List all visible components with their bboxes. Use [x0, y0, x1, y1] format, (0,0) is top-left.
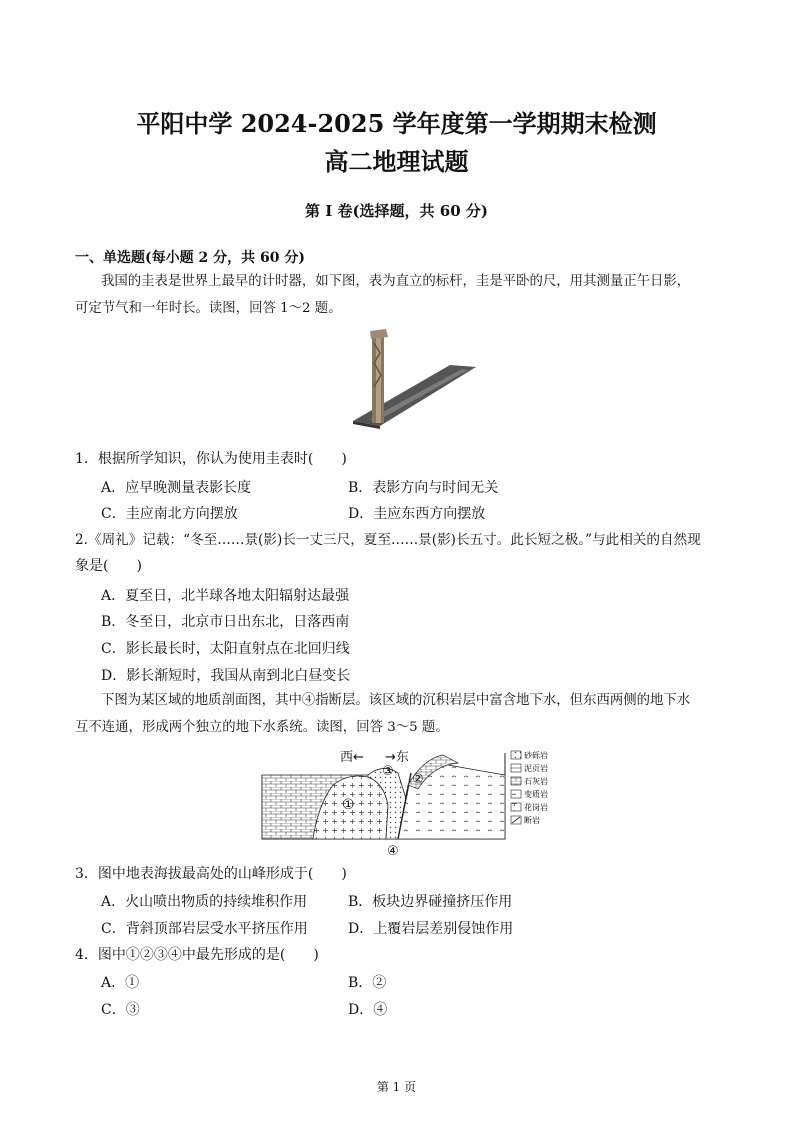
- geologic-section-diagram: [258, 745, 568, 858]
- q4-option-d: D．④: [348, 1002, 388, 1018]
- q4-option-a: A．①: [101, 975, 140, 991]
- q2-stem-line1: 2.《周礼》记载：“冬至……景(影)长一丈三尺，夏至……景(影)长五寸。此长短之极。”与此相关的自然现: [75, 532, 701, 548]
- q2-option-b: B．冬至日，北京市日出东北，日落西南: [101, 614, 350, 630]
- q1-option-c: C．圭应南北方向摆放: [101, 506, 238, 522]
- q3-option-d: D．上覆岩层差别侵蚀作用: [348, 921, 514, 937]
- q1-stem: 1．根据所学知识，你认为使用圭表时( ): [75, 451, 347, 467]
- q2-option-a: A．夏至日，北半球各地太阳辐射达最强: [101, 588, 350, 604]
- q1-option-d: D．圭应东西方向摆放: [348, 506, 486, 522]
- q3-option-c: C．背斜顶部岩层受水平挤压作用: [101, 921, 308, 937]
- q3-option-b: B．板块边界碰撞挤压作用: [348, 894, 513, 910]
- intro2-line1: 下图为某区域的地质剖面图，其中④指断层。该区域的沉积岩层中富含地下水，但东西两侧的地下水: [101, 693, 691, 708]
- q2-option-c: C．影长最长时，太阳直射点在北回归线: [101, 641, 350, 657]
- q4-option-c: C．③: [101, 1002, 140, 1018]
- legend-item-4: 变质岩: [524, 790, 548, 799]
- legend-item-6: 断岩: [524, 816, 540, 825]
- exam-title: 平阳中学 2024-2025 学年度第一学期期末检测: [136, 109, 657, 138]
- label-4: ④: [387, 844, 399, 858]
- legend: [511, 750, 548, 825]
- intro1-line2: 可定节气和一年时长。读图，回答 1～2 题。: [75, 301, 342, 316]
- exam-subtitle: 高二地理试题: [324, 147, 469, 176]
- legend-item-2: 泥页岩: [524, 764, 548, 773]
- q1-option-a: A．应早晚测量表影长度: [101, 480, 252, 496]
- section-heading: 第 I 卷(选择题，共 60 分): [305, 202, 488, 220]
- east-label: →东: [385, 750, 409, 765]
- intro2-line2: 互不连通，形成两个独立的地下水系统。读图，回答 3～5 题。: [75, 720, 449, 735]
- label-1: ①: [342, 797, 355, 813]
- q2-option-d: D．影长渐短时，我国从南到北白昼变长: [101, 668, 351, 684]
- q3-stem: 3．图中地表海拔最高处的山峰形成于( ): [75, 866, 347, 882]
- west-label: 西←: [340, 750, 364, 765]
- part-heading: 一、单选题(每小题 2 分，共 60 分): [75, 250, 305, 266]
- q4-stem: 4．图中①②③④中最先形成的是( ): [75, 947, 319, 963]
- q4-option-b: B．②: [348, 975, 387, 991]
- legend-item-5: 花岗岩: [524, 803, 548, 812]
- label-3: ③: [382, 764, 394, 779]
- q2-stem-line2: 象是( ): [75, 558, 142, 574]
- q3-option-a: A．火山喷出物质的持续堆积作用: [101, 894, 308, 910]
- gnomon-image: [350, 323, 480, 429]
- page-number: 第 1 页: [376, 1080, 417, 1094]
- legend-item-1: 砂砾岩: [524, 751, 548, 760]
- q1-option-b: B．表影方向与时间无关: [348, 480, 499, 496]
- legend-item-3: 石灰岩: [524, 777, 548, 786]
- intro1-line1: 我国的圭表是世界上最早的计时器，如下图，表为直立的标杆，圭是平卧的尺，用其测量正午日影，: [101, 274, 691, 289]
- label-2: ②: [412, 772, 424, 787]
